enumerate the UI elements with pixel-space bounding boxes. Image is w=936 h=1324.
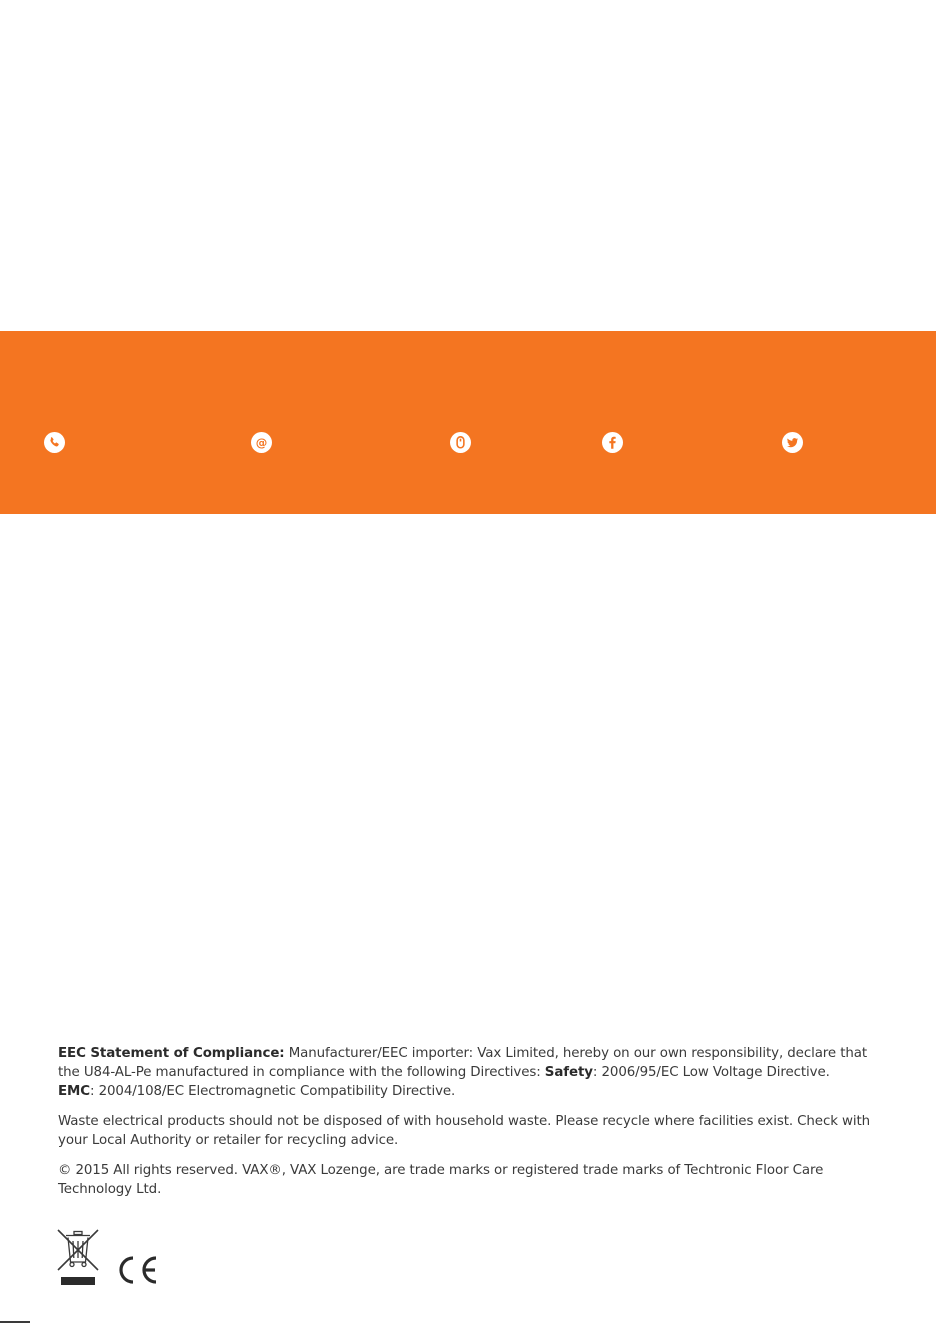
facebook-icon[interactable] (602, 432, 623, 453)
ce-mark (114, 1254, 160, 1286)
footer-rule (0, 1321, 30, 1323)
waste-notice: Waste electrical products should not be disposed of with household waste. Please recycle where facilities exist. Check with your Local Authority or retailer for recycling advice. (58, 1114, 871, 1148)
legal-notices (58, 1044, 873, 1210)
compliance-heading: EEC Statement of Compliance: (58, 1046, 285, 1061)
emc-text: : 2004/108/EC Electromagnetic Compatibility Directive. (90, 1084, 456, 1099)
copyright-notice: © 2015 All rights reserved. VAX®, VAX Lozenge, are trade marks or registered trade marks of Techtronic Floor Care Technology Ltd. (58, 1163, 824, 1197)
svg-text:@: @ (255, 435, 268, 450)
email-at-icon[interactable] (251, 432, 272, 453)
contact-band (0, 331, 936, 514)
mouse-icon[interactable] (450, 432, 471, 453)
safety-label: Safety (544, 1065, 593, 1080)
phone-icon[interactable] (44, 432, 65, 453)
twitter-icon[interactable] (782, 432, 803, 453)
compliance-intro: Manufacturer/EEC importer: Vax Limited, hereby on our own responsibility, declare that the U84-AL-Pe manufactured in compliance with the following Directives: (58, 1046, 868, 1080)
safety-text: : 2006/95/EC Low Voltage Directive. (592, 1065, 830, 1080)
weee-crossed-bin-icon (57, 1229, 99, 1286)
emc-label: EMC (58, 1084, 90, 1099)
compliance-statement (58, 1044, 873, 1101)
